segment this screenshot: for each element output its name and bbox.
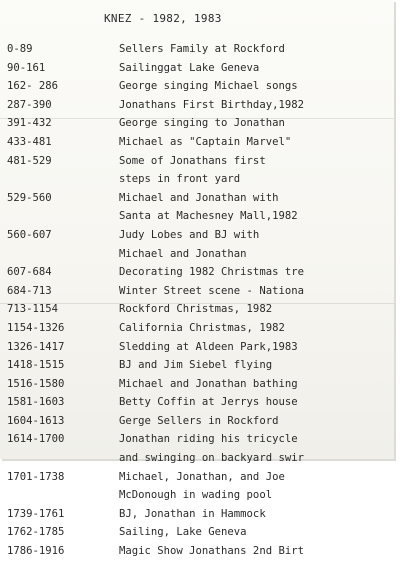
entry-description	[119, 152, 394, 189]
entry-description	[119, 263, 394, 282]
list-item	[0, 226, 394, 263]
entry-description	[119, 96, 394, 115]
list-item	[0, 375, 394, 394]
description-line: BJ, Jonathan in Hammock	[119, 507, 266, 520]
description-line: George singing to Jonathan	[119, 117, 285, 130]
frame-range: 713-1154	[7, 303, 59, 316]
description-line: and swinging on backyard swir	[119, 452, 304, 465]
description-line: Judy Lobes and BJ with	[119, 228, 260, 241]
entry-description	[119, 505, 394, 524]
list-item	[0, 189, 394, 226]
list-item	[0, 152, 394, 189]
description-line: Gerge Sellers in Rockford	[119, 414, 279, 427]
entry-description	[119, 356, 394, 375]
description-line: Michael as "Captain Marvel"	[119, 135, 292, 148]
description-line: Michael and Jonathan bathing	[119, 377, 298, 390]
list-item	[0, 338, 394, 357]
list-item	[0, 300, 394, 319]
description-line: Jonathans First Birthday,1982	[119, 98, 304, 111]
description-line: California Christmas, 1982	[119, 321, 285, 334]
entry-description	[119, 393, 394, 412]
frame-range: 560-607	[7, 228, 52, 241]
list-item	[0, 356, 394, 375]
entry-description	[119, 300, 394, 319]
list-item	[0, 59, 394, 78]
description-line: Michael, Jonathan, and Joe	[119, 470, 285, 483]
description-line: Rockford Christmas, 1982	[119, 303, 273, 316]
frame-range: 1516-1580	[7, 377, 65, 390]
entry-description	[119, 319, 394, 338]
list-item	[0, 114, 394, 133]
entry-description	[119, 40, 394, 59]
list-item	[0, 393, 394, 412]
entry-description	[119, 114, 394, 133]
entry-description	[119, 338, 394, 357]
entry-description	[119, 226, 394, 263]
entry-description	[119, 189, 394, 226]
frame-range: 1581-1603	[7, 396, 65, 409]
description-line: Some of Jonathans first	[119, 154, 266, 167]
entry-description	[119, 542, 394, 561]
description-line: Michael and Jonathan	[119, 247, 247, 260]
entry-list	[0, 40, 394, 561]
frame-range: 1614-1700	[7, 433, 65, 446]
frame-range: 0-89	[7, 43, 33, 55]
frame-range: 391-432	[7, 117, 52, 130]
description-line: Sellers Family at Rockford	[119, 43, 285, 55]
entry-description	[119, 412, 394, 431]
frame-range: 90-161	[7, 61, 46, 74]
list-item	[0, 542, 394, 561]
entry-description	[119, 133, 394, 152]
entry-description	[119, 77, 394, 96]
list-item	[0, 282, 394, 301]
description-line: McDonough in wading pool	[119, 489, 273, 502]
frame-range: 481-529	[7, 154, 52, 167]
list-item	[0, 77, 394, 96]
frame-range: 1326-1417	[7, 340, 65, 353]
sheet-title: KNEZ - 1982, 1983	[104, 12, 222, 25]
frame-range: 1701-1738	[7, 470, 65, 483]
frame-range: 162- 286	[7, 80, 59, 93]
list-item	[0, 430, 394, 467]
list-item	[0, 40, 394, 59]
description-line: Magic Show Jonathans 2nd Birt	[119, 545, 304, 558]
list-item	[0, 412, 394, 431]
entry-description	[119, 282, 394, 301]
frame-range: 529-560	[7, 191, 52, 204]
list-item	[0, 96, 394, 115]
frame-range: 684-713	[7, 284, 52, 297]
list-item	[0, 505, 394, 524]
description-line: Sledding at Aldeen Park,1983	[119, 340, 298, 353]
entry-description	[119, 523, 394, 542]
description-line: BJ and Jim Siebel flying	[119, 359, 273, 372]
description-line: Santa at Machesney Mall,1982	[119, 210, 298, 223]
frame-range: 607-684	[7, 266, 52, 279]
entry-description	[119, 59, 394, 78]
description-line: Sailinggat Lake Geneva	[119, 61, 260, 74]
list-item	[0, 263, 394, 282]
description-line: Winter Street scene - Nationa	[119, 284, 304, 297]
description-line: steps in front yard	[119, 173, 241, 186]
description-line: Jonathan riding his tricycle	[119, 433, 298, 446]
entry-description	[119, 468, 394, 505]
frame-range: 1418-1515	[7, 359, 65, 372]
list-item	[0, 319, 394, 338]
entry-description	[119, 375, 394, 394]
description-line: George singing Michael songs	[119, 80, 298, 93]
list-item	[0, 468, 394, 505]
list-item	[0, 133, 394, 152]
frame-range: 1786-1916	[7, 545, 65, 558]
description-line: Betty Coffin at Jerrys house	[119, 396, 298, 409]
frame-range: 1604-1613	[7, 414, 65, 427]
list-item	[0, 523, 394, 542]
description-line: Decorating 1982 Christmas tre	[119, 266, 304, 279]
frame-range: 1154-1326	[7, 321, 65, 334]
frame-range: 287-390	[7, 98, 52, 111]
frame-range: 433-481	[7, 135, 52, 148]
description-line: Sailing, Lake Geneva	[119, 526, 247, 539]
entry-description	[119, 430, 394, 467]
frame-range: 1739-1761	[7, 507, 65, 520]
description-line: Michael and Jonathan with	[119, 191, 279, 204]
frame-range: 1762-1785	[7, 526, 65, 539]
